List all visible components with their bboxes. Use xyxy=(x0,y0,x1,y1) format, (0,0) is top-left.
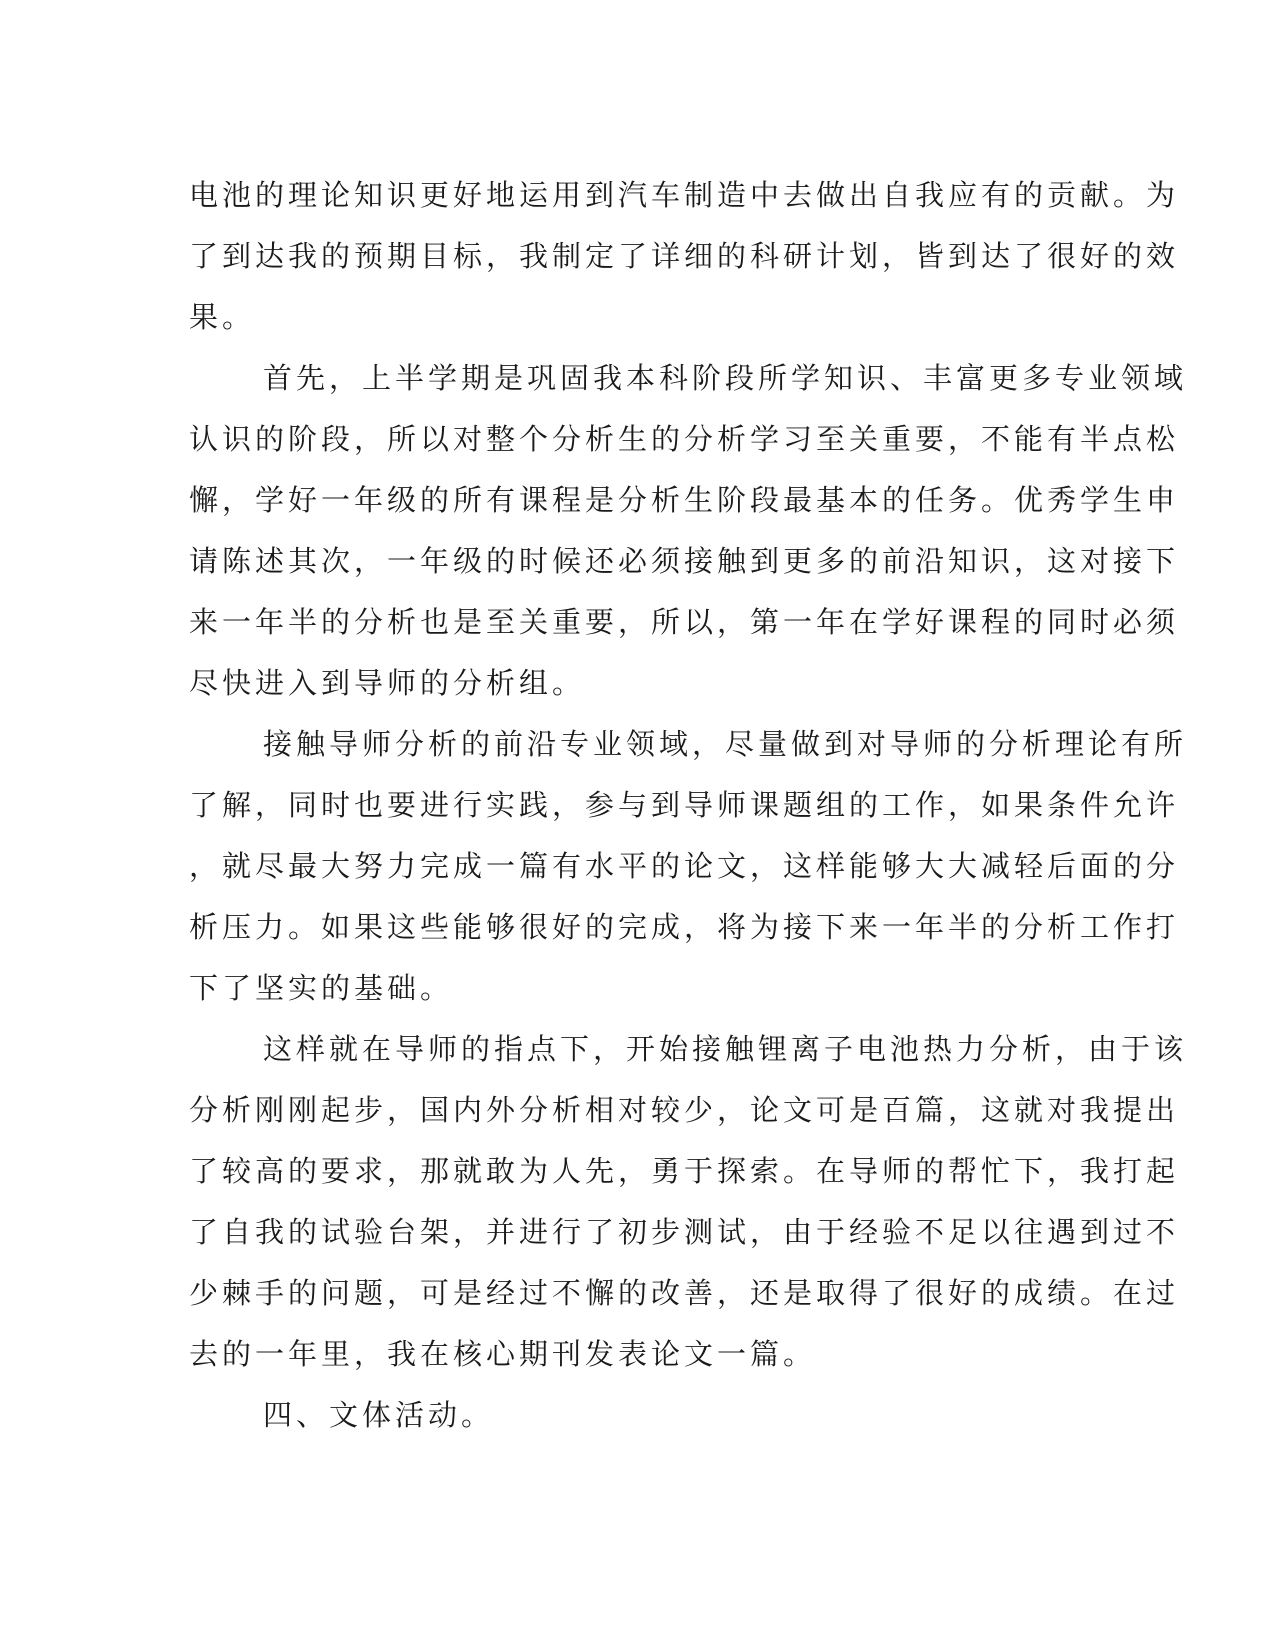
text-line: 了到达我的预期目标，我制定了详细的科研计划，皆到达了很好的效 xyxy=(189,239,1180,273)
text-line: 分析刚刚起步，国内外分析相对较少，论文可是百篇，这就对我提出 xyxy=(189,1093,1180,1127)
section-heading-activities xyxy=(189,1385,1089,1446)
text-line: ，就尽最大努力完成一篇有水平的论文，这样能够大大减轻后面的分 xyxy=(189,849,1180,883)
text-line: 认识的阶段，所以对整个分析生的分析学习至关重要，不能有半点松 xyxy=(189,422,1180,456)
text-line: 了自我的试验台架，并进行了初步测试，由于经验不足以往遇到过不 xyxy=(189,1215,1180,1249)
text-line: 接触导师分析的前沿专业领域，尽量做到对导师的分析理论有所 xyxy=(263,727,1188,761)
text-line: 请陈述其次，一年级的时候还必须接触到更多的前沿知识，这对接下 xyxy=(189,544,1180,578)
text-line: 懈，学好一年级的所有课程是分析生阶段最基本的任务。优秀学生申 xyxy=(189,483,1180,517)
document-body xyxy=(189,165,1188,1446)
text-line: 来一年半的分析也是至关重要，所以，第一年在学好课程的同时必须 xyxy=(189,605,1180,639)
paragraph-first-semester xyxy=(189,348,1188,714)
text-line: 尽快进入到导师的分析组。 xyxy=(189,666,586,700)
text-line: 了解，同时也要进行实践，参与到导师课题组的工作，如果条件允许 xyxy=(189,788,1180,822)
text-line: 了较高的要求，那就敢为人先，勇于探索。在导师的帮忙下，我打起 xyxy=(189,1154,1180,1188)
text-line: 电池的理论知识更好地运用到汽车制造中去做出自我应有的贡献。为 xyxy=(189,178,1180,212)
text-line: 析压力。如果这些能够很好的完成，将为接下来一年半的分析工作打 xyxy=(189,910,1180,944)
text-line: 下了坚实的基础。 xyxy=(189,971,454,1005)
text-line: 果。 xyxy=(189,300,256,334)
text-line: 少棘手的问题，可是经过不懈的改善，还是取得了很好的成绩。在过 xyxy=(189,1276,1180,1310)
text-line: 去的一年里，我在核心期刊发表论文一篇。 xyxy=(189,1337,817,1371)
text-line: 这样就在导师的指点下，开始接触锂离子电池热力分析，由于该 xyxy=(263,1032,1188,1066)
paragraph-intro xyxy=(189,165,1180,348)
text-line: 首先，上半学期是巩固我本科阶段所学知识、丰富更多专业领域 xyxy=(263,361,1188,395)
paragraph-battery-research xyxy=(189,1019,1188,1385)
text-line: 四、文体活动。 xyxy=(263,1398,495,1432)
paragraph-advisor-research xyxy=(189,714,1188,1019)
